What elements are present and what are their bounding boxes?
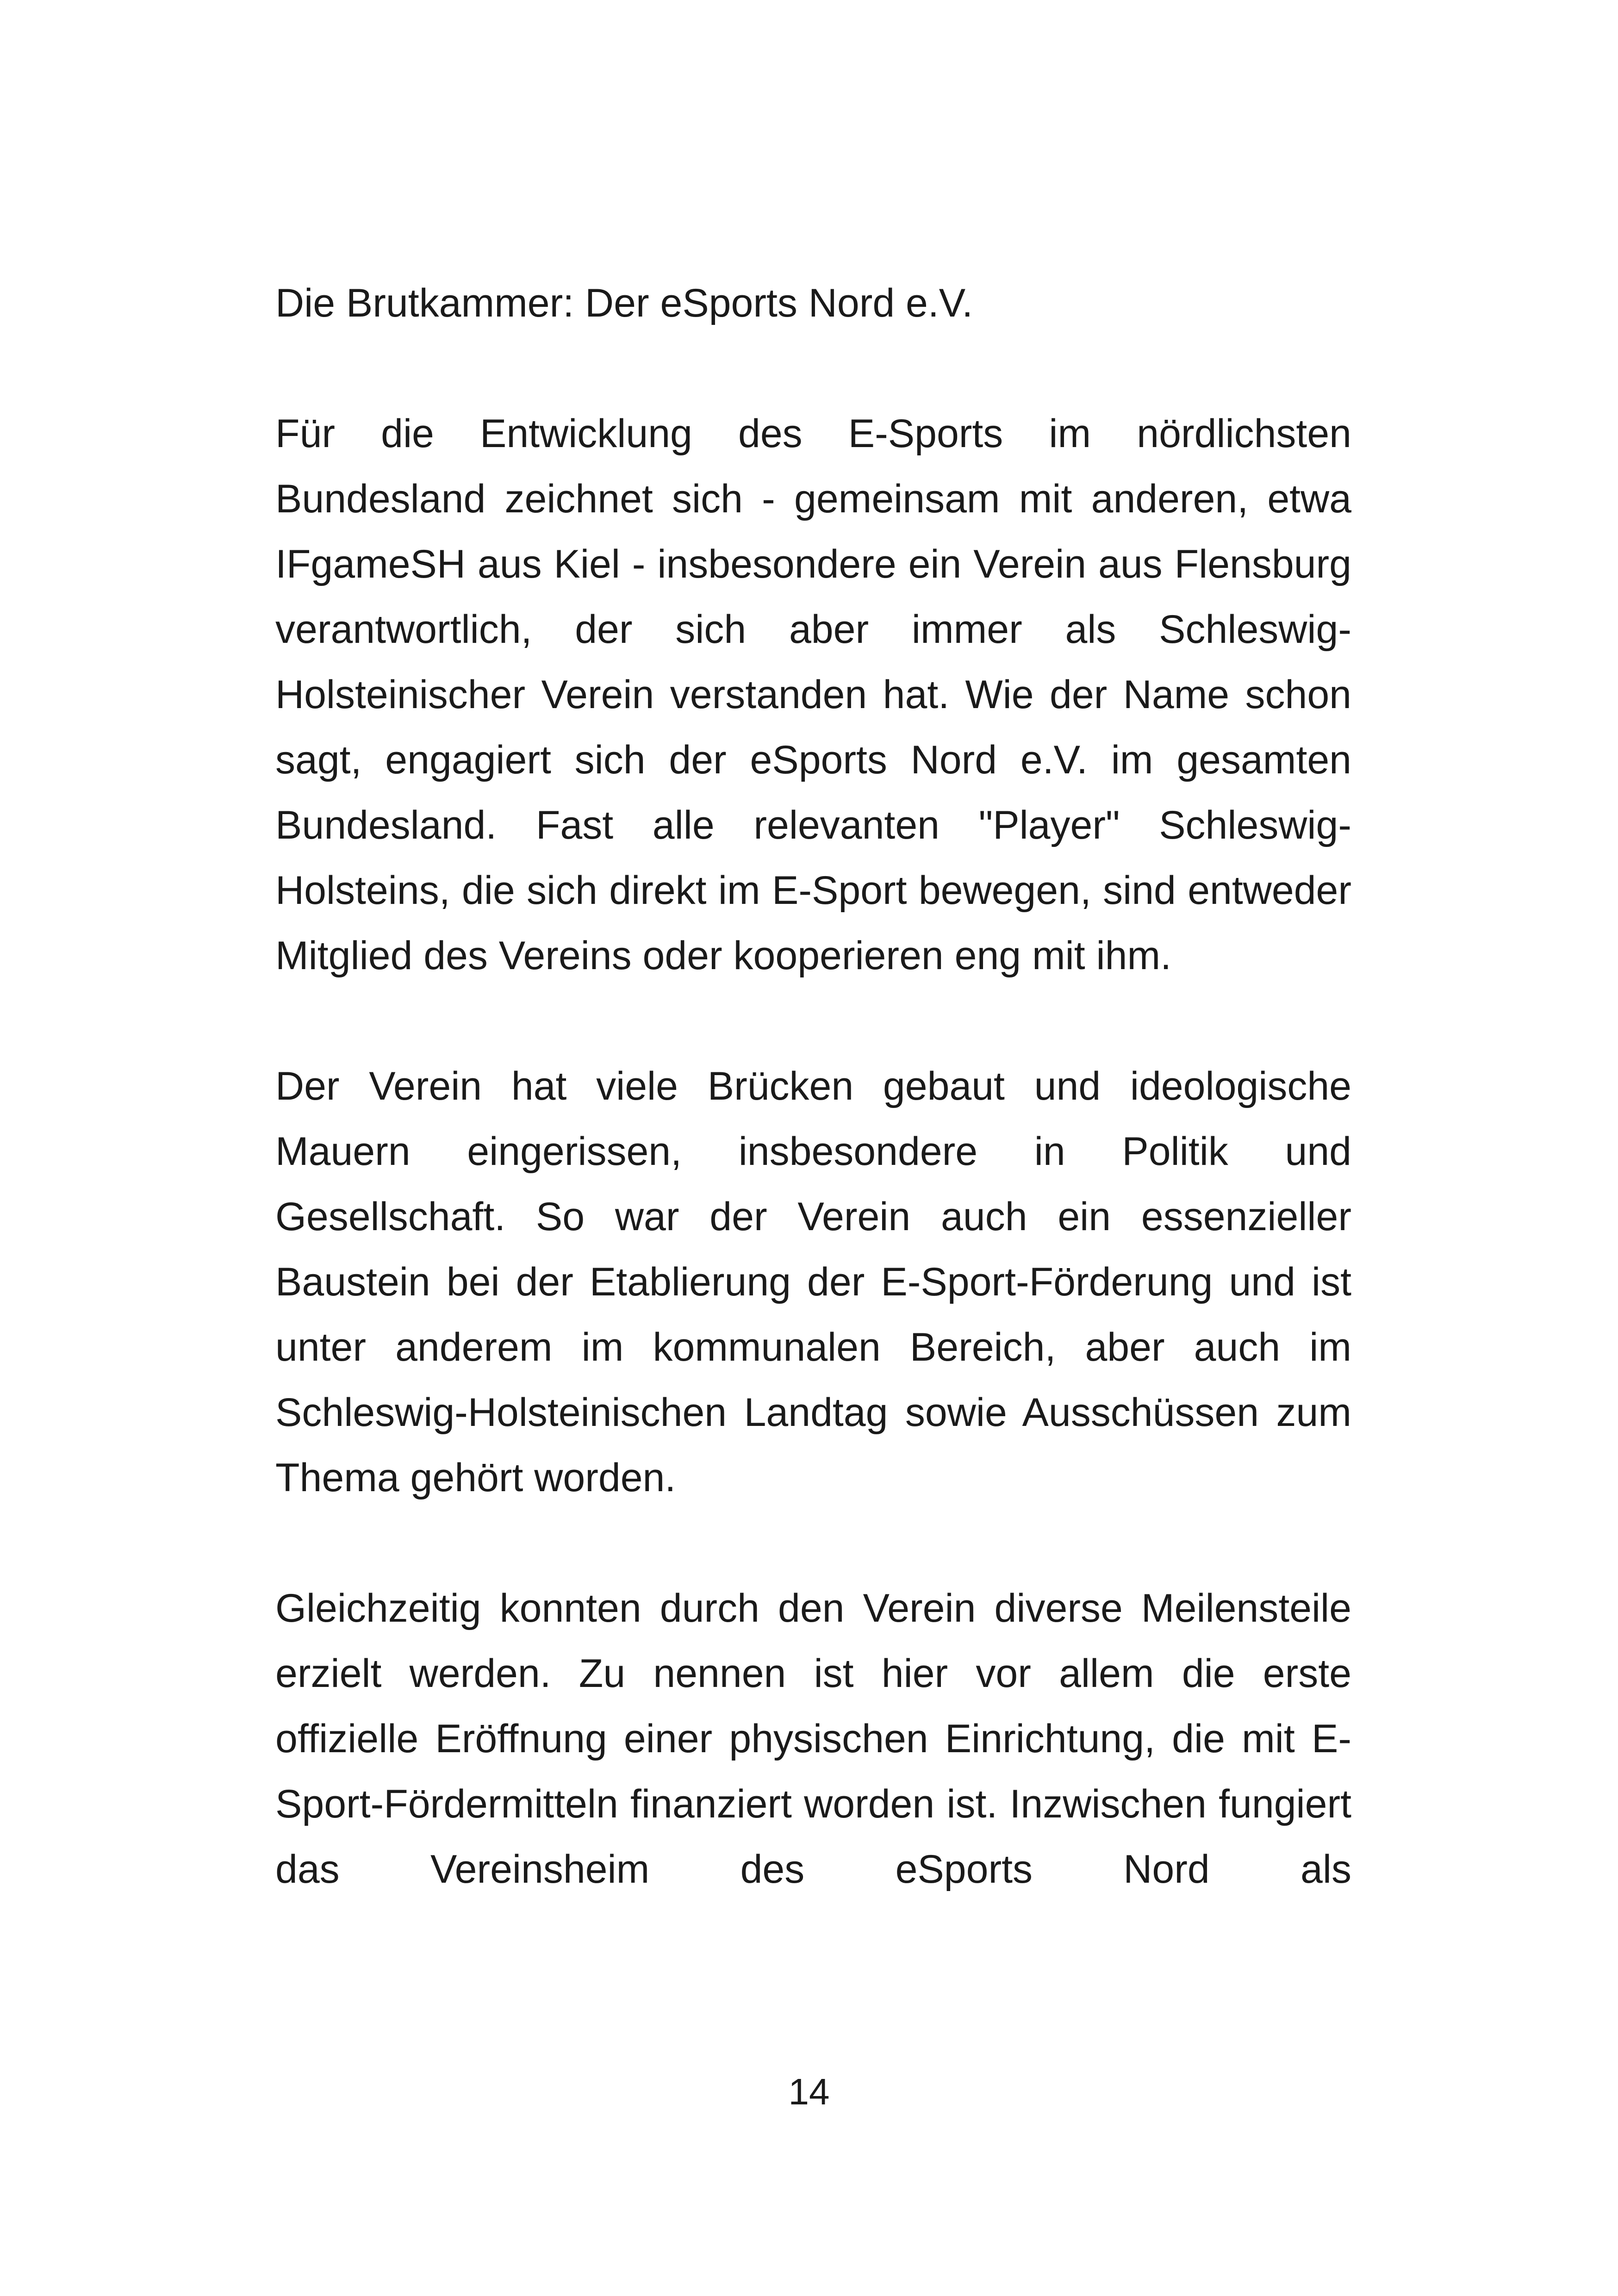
section-heading: Die Brutkammer: Der eSports Nord e.V.: [275, 281, 973, 325]
page-number: 14: [788, 2071, 830, 2112]
paragraph-1: Für die Entwicklung des E-Sports im nördlichsten Bundesland zeichnet sich - gemeinsam mit anderen, etwa IFgameSH aus Kiel - insbesondere ein Verein aus Flensburg verantwortlich, der sich aber immer als Schleswig-Holsteinischer Verein verstanden hat. Wie der Name schon sagt, engagiert sich der eSports Nord e.V. im gesamten Bundesland. Fast alle relevanten "Player" Schleswig-Holsteins, die sich direkt im E-Sport bewegen, sind entweder Mitglied des Vereins oder kooperieren eng mit ihm.: [275, 411, 1351, 978]
paragraph-3: Gleichzeitig konnten durch den Verein diverse Meilensteile erzielt werden. Zu nennen ist hier vor allem die erste offizielle Eröffnung einer physischen Einrichtung, die mit E-Sport-Fördermitteln finanziert worden ist. Inzwischen fungiert das Vereinsheim des eSports Nord als: [275, 1586, 1351, 1892]
body-text: [275, 271, 1351, 1902]
paragraph-2: Der Verein hat viele Brücken gebaut und ideologische Mauern eingerissen, insbesondere in Politik und Gesellschaft. So war der Verein auch ein essenzieller Baustein bei der Etablierung der E-Sport-Förderung und ist unter anderem im kommunalen Bereich, aber auch im Schleswig-Holsteinischen Landtag sowie Ausschüssen zum Thema gehört worden.: [275, 1064, 1351, 1500]
